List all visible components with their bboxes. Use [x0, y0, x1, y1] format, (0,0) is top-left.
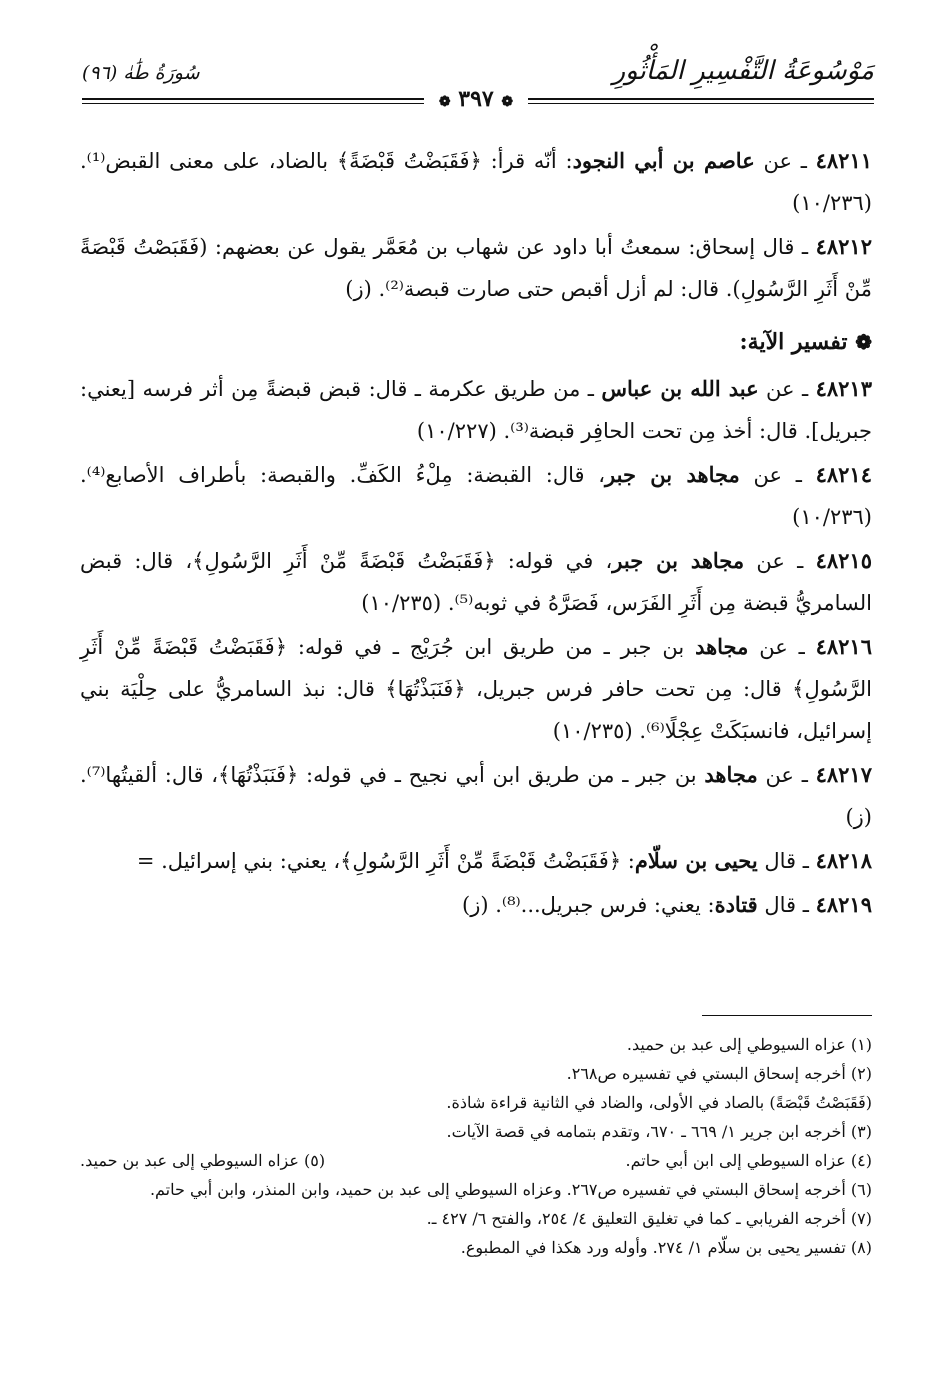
entry: ٤٨٢١١ ـ عن عاصم بن أبي النجود: أنّه قرأ: ﴿فَقَبَضْتُ قَبْضَةً﴾ بالضاد، على معنى القبض⁽¹⁾. (١٠/٢٣٦): [80, 148, 873, 215]
ornament-icon: ❁: [501, 94, 514, 110]
footnote: (٢) أخرجه إسحاق البستي في تفسيره ص٢٦٨.: [566, 1064, 872, 1083]
main-text: [80, 140, 872, 928]
flower-icon: ❁: [855, 330, 872, 354]
book-title: مَوْسُوعَةُ التَّفْسِيرِ المَأْثُورِ: [612, 56, 874, 86]
entry: ٤٨٢١٧ ـ عن مجاهد بن جبر ـ من طريق ابن أبي نجيح ـ في قوله: ﴿فَنَبَذْتُهَا﴾، قال: ألقيتُها⁽⁷⁾. (ز): [80, 762, 872, 829]
footnotes: [80, 1030, 872, 1262]
footnote: (٤) عزاه السيوطي إلى ابن أبي حاتم.: [625, 1151, 872, 1170]
footnote-row: [80, 1146, 872, 1175]
footnote: (٧) أخرجه الفريابي ـ كما في تغليق التعليق ٤/ ٢٥٤، والفتح ٦/ ٤٢٧ ـ.: [426, 1209, 872, 1228]
footnote-rule: [702, 1015, 872, 1016]
entry: ٤٨٢١٩ ـ قال قتادة: يعني: فرس جبريل...⁽⁸⁾. (ز): [462, 892, 872, 917]
entry: ٤٨٢١٢ ـ قال إسحاق: سمعتُ أبا داود عن شهاب بن مُعَمَّر يقول عن بعضهم: (فَقَبَصْتُ قَبْصَةً مِّنْ أَثَرِ الرَّسُولِ). قال: لم أزل أقبص حتى صارت قبصة⁽²⁾. (ز): [80, 234, 872, 301]
entry: ٤٨٢١٦ ـ عن مجاهد بن جبر ـ من طريق ابن جُرَيْج ـ في قوله: ﴿فَقَبَضْتُ قَبْضَةً مِّنْ أَثَرِ الرَّسُولِ﴾ قال: مِن تحت حافر فرس جبريل، ﴿فَنَبَذْتُهَا﴾ قال: نبذ السامريُّ على حِلْيَة بني إسرائيل، فانسبَكَتْ عِجْلًا⁽⁶⁾. (١٠/٢٣٥): [80, 634, 872, 743]
page-number: ❁ ٣٩٧ ❁: [424, 86, 528, 112]
entry: ٤٨٢١٣ ـ عن عبد الله بن عباس ـ من طريق عكرمة ـ قال: قبض قبضةً مِن أثر فرسه [يعني: جبريل]. قال: أخذ مِن تحت الحافِر قبضة⁽³⁾. (١٠/٢٢٧): [80, 376, 872, 443]
footnote: (١) عزاه السيوطي إلى عبد بن حميد.: [626, 1035, 872, 1054]
footnote: (٣) أخرجه ابن جرير ١/ ٦٦٩ ـ ٦٧٠، وتقدم بتمامه في قصة الآيات.: [446, 1122, 872, 1141]
entry: ٤٨٢١٥ ـ عن مجاهد بن جبر، في قوله: ﴿فَقَبَضْتُ قَبْضَةً مِّنْ أَثَرِ الرَّسُولِ﴾، قال: قبض السامريُّ قبضة مِن أَثَرِ الفَرَس، فَصَرَّهُ في ثوبه⁽⁵⁾. (١٠/٢٣٥): [80, 548, 872, 615]
footnote: (٨) تفسير يحيى بن سلّام ١/ ٢٧٤. وأوله ورد هكذا في المطبوع.: [460, 1238, 872, 1257]
footnote: (٥) عزاه السيوطي إلى عبد بن حميد.: [80, 1151, 326, 1170]
footnote: (فَقَبَصْتُ قَبْصَةً) بالصاد في الأولى، والضاد في الثانية قراءة شاذة.: [446, 1093, 872, 1112]
entry: ٤٨٢١٤ ـ عن مجاهد بن جبر، قال: القبضة: مِلْءُ الكَفِّ. والقبصة: بأطراف الأصابع⁽⁴⁾. (١٠/٢٣٦): [80, 462, 872, 529]
section-title: ❁ تفسير الآية:: [739, 329, 872, 355]
ornament-icon: ❁: [438, 94, 451, 110]
footnote: (٦) أخرجه إسحاق البستي في تفسيره ص٢٦٧. وعزاه السيوطي إلى عبد بن حميد، وابن المنذر، وابن أبي حاتم.: [149, 1180, 872, 1199]
surah-label: سُورَةُ طَٰهٰ (٩٦): [82, 62, 200, 84]
entry: ٤٨٢١٨ ـ قال يحيى بن سلّام: ﴿فَقَبَضْتُ قَبْضَةً مِّنْ أَثَرِ الرَّسُولِ﴾، يعني: بني إسرائيل. =: [136, 848, 872, 873]
